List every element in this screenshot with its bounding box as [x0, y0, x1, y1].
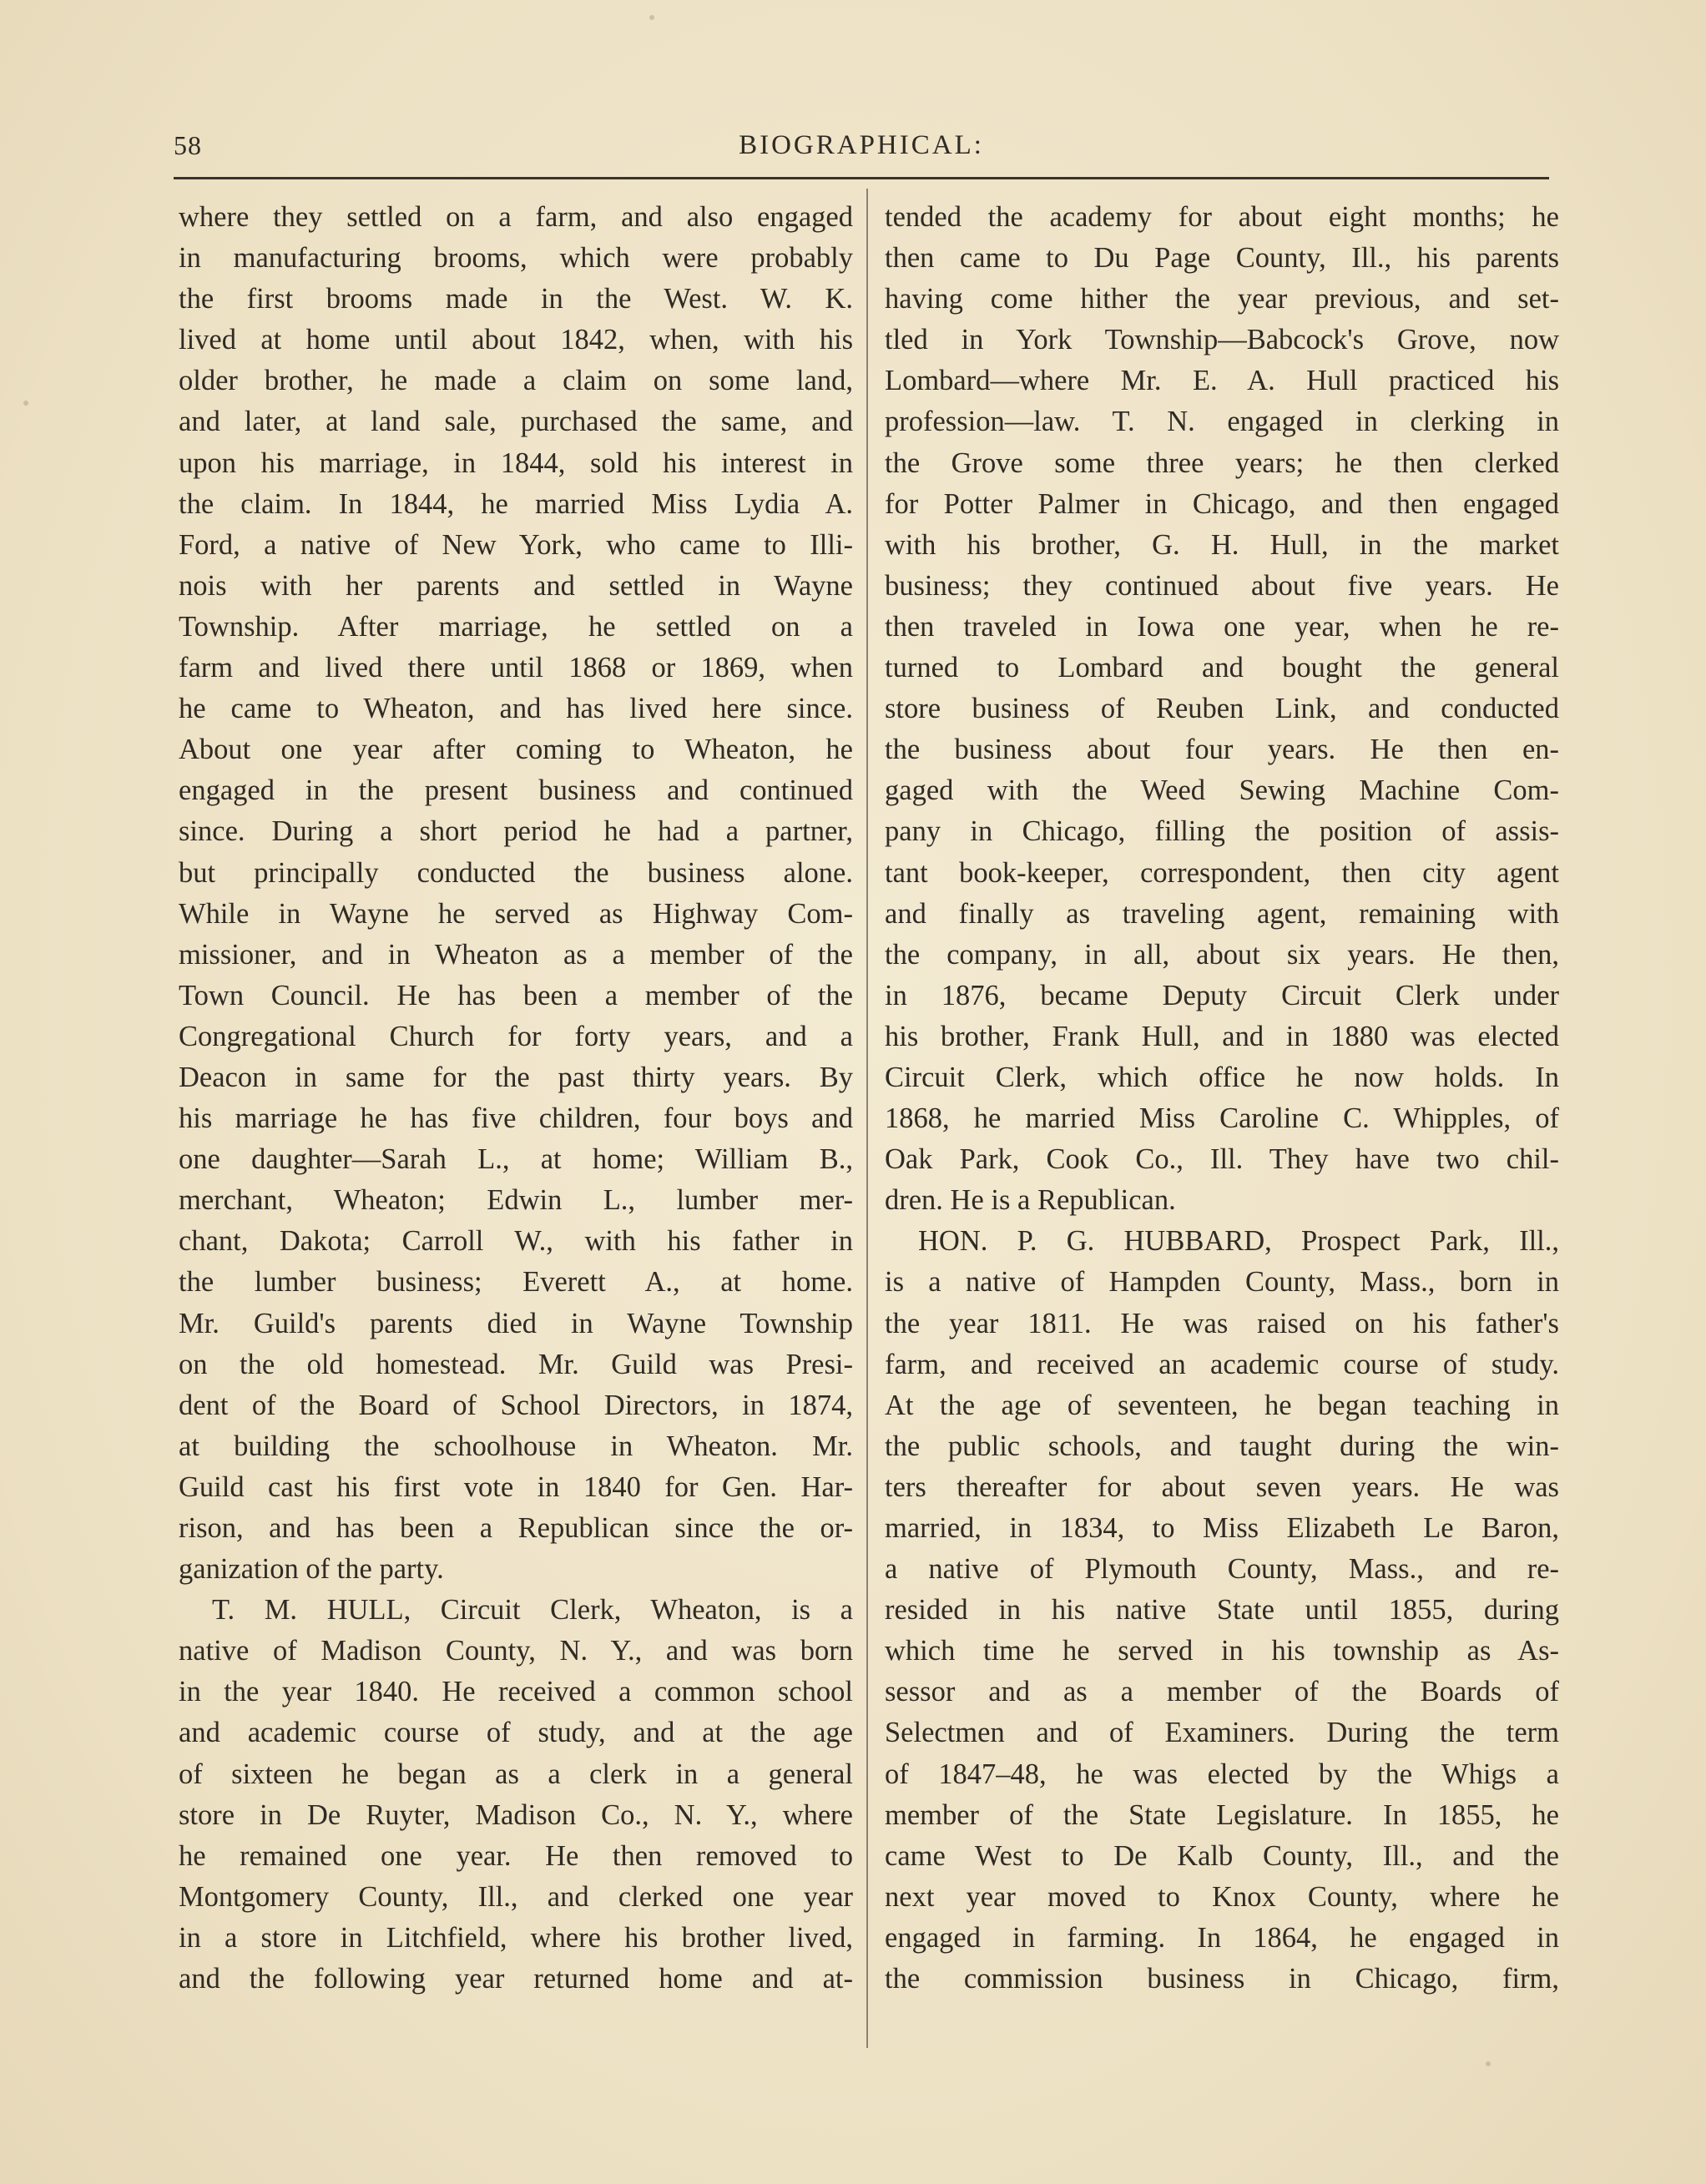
text-line: the first brooms made in the West. W. K.	[179, 283, 853, 315]
text-line: farm, and received an academic course of study.	[885, 1348, 1559, 1380]
text-line: pany in Chicago, filling the position of assis-	[885, 815, 1559, 848]
text-line: merchant, Wheaton; Edwin L., lumber mer-	[179, 1184, 853, 1217]
text-line: since. During a short period he had a partner,	[179, 815, 853, 848]
text-line: he came to Wheaton, and has lived here since.	[179, 693, 853, 725]
left-column	[179, 197, 853, 2000]
page-number: 58	[174, 130, 202, 160]
text-line: the commission business in Chicago, firm,	[885, 1963, 1559, 1995]
text-line: a native of Plymouth County, Mass., and re-	[885, 1553, 1559, 1586]
paper-speck	[1486, 2061, 1491, 2066]
text-line: sessor and as a member of the Boards of	[885, 1676, 1559, 1708]
text-line: then traveled in Iowa one year, when he re-	[885, 610, 1559, 643]
text-line: About one year after coming to Wheaton, he	[179, 734, 853, 766]
text-line: tended the academy for about eight months; he	[885, 201, 1559, 233]
text-line: profession—law. T. N. engaged in clerking in	[885, 406, 1559, 438]
text-line: tant book-keeper, correspondent, then city agent	[885, 856, 1559, 889]
page-header	[174, 125, 1549, 175]
text-line: T. M. HULL, Circuit Clerk, Wheaton, is a	[212, 1594, 853, 1627]
text-line: resided in his native State until 1855, during	[885, 1594, 1559, 1627]
text-line: While in Wayne he served as Highway Com-	[179, 897, 853, 930]
text-line: on the old homestead. Mr. Guild was Presi-	[179, 1348, 853, 1380]
running-head: BIOGRAPHICAL:	[739, 130, 984, 160]
text-line: Congregational Church for forty years, and a	[179, 1020, 853, 1052]
paper-speck	[649, 15, 654, 20]
text-line: 1868, he married Miss Caroline C. Whipples, of	[885, 1102, 1559, 1135]
text-line: married, in 1834, to Miss Elizabeth Le Baron,	[885, 1512, 1559, 1544]
text-line: the company, in all, about six years. He then,	[885, 938, 1559, 971]
text-line: native of Madison County, N. Y., and was born	[179, 1635, 853, 1667]
text-line: the public schools, and taught during the win-	[885, 1430, 1559, 1462]
text-line: Mr. Guild's parents died in Wayne Township	[179, 1307, 853, 1339]
text-line: and later, at land sale, purchased the same, and	[179, 406, 853, 438]
text-line: where they settled on a farm, and also engaged	[179, 201, 853, 233]
text-line: older brother, he made a claim on some land,	[179, 365, 853, 397]
text-line: then came to Du Page County, Ill., his parents	[885, 242, 1559, 275]
text-line: and academic course of study, and at the age	[179, 1717, 853, 1749]
text-line: the Grove some three years; he then clerked	[885, 446, 1559, 479]
text-line: store business of Reuben Link, and conducted	[885, 693, 1559, 725]
text-line: the lumber business; Everett A., at home.	[179, 1266, 853, 1299]
text-line: having come hither the year previous, and set-	[885, 283, 1559, 315]
header-rule	[174, 177, 1549, 179]
text-line: gaged with the Weed Sewing Machine Com-	[885, 774, 1559, 807]
text-line: business; they continued about five years. He	[885, 569, 1559, 602]
text-line: and the following year returned home and at-	[179, 1963, 853, 1995]
text-line: rison, and has been a Republican since the or-	[179, 1512, 853, 1544]
text-line: ganization of the party.	[179, 1553, 444, 1586]
text-line: with his brother, G. H. Hull, in the market	[885, 528, 1559, 561]
column-divider	[866, 189, 868, 2048]
text-line: Township. After marriage, he settled on a	[179, 610, 853, 643]
text-line: which time he served in his township as As-	[885, 1635, 1559, 1667]
text-line: and finally as traveling agent, remaining with	[885, 897, 1559, 930]
text-line: Lombard—where Mr. E. A. Hull practiced his	[885, 365, 1559, 397]
text-line: engaged in farming. In 1864, he engaged in	[885, 1921, 1559, 1954]
text-line: tled in York Township—Babcock's Grove, now	[885, 324, 1559, 356]
text-line: in manufacturing brooms, which were probably	[179, 242, 853, 275]
text-line: lived at home until about 1842, when, with his	[179, 324, 853, 356]
text-line: ters thereafter for about seven years. He was	[885, 1470, 1559, 1503]
text-line: HON. P. G. HUBBARD, Prospect Park, Ill.,	[918, 1225, 1559, 1258]
text-line: in 1876, became Deputy Circuit Clerk under	[885, 979, 1559, 1011]
text-line: next year moved to Knox County, where he	[885, 1880, 1559, 1913]
text-line: store in De Ruyter, Madison Co., N. Y., where	[179, 1798, 853, 1831]
text-line: chant, Dakota; Carroll W., with his father in	[179, 1225, 853, 1258]
text-line: nois with her parents and settled in Wayne	[179, 569, 853, 602]
text-line: his brother, Frank Hull, and in 1880 was elected	[885, 1020, 1559, 1052]
text-line: of 1847–48, he was elected by the Whigs a	[885, 1758, 1559, 1790]
text-line: in a store in Litchfield, where his brother lived,	[179, 1921, 853, 1954]
text-line: Circuit Clerk, which office he now holds. In	[885, 1061, 1559, 1093]
text-line: Guild cast his first vote in 1840 for Gen. Har-	[179, 1470, 853, 1503]
text-line: upon his marriage, in 1844, sold his interest in	[179, 446, 853, 479]
text-line: the claim. In 1844, he married Miss Lydia A.	[179, 487, 853, 520]
text-line: Selectmen and of Examiners. During the term	[885, 1717, 1559, 1749]
text-line: missioner, and in Wheaton as a member of the	[179, 938, 853, 971]
text-line: At the age of seventeen, he began teaching in	[885, 1389, 1559, 1421]
paper-speck	[23, 401, 28, 406]
text-line: engaged in the present business and continued	[179, 774, 853, 807]
text-line: Deacon in same for the past thirty years. By	[179, 1061, 853, 1093]
text-line: dren. He is a Republican.	[885, 1184, 1176, 1217]
text-line: Oak Park, Cook Co., Ill. They have two chil-	[885, 1143, 1559, 1176]
text-line: in the year 1840. He received a common school	[179, 1676, 853, 1708]
text-line: farm and lived there until 1868 or 1869, when	[179, 652, 853, 684]
text-line: for Potter Palmer in Chicago, and then engaged	[885, 487, 1559, 520]
text-line: the year 1811. He was raised on his father's	[885, 1307, 1559, 1339]
text-line: Ford, a native of New York, who came to Illi-	[179, 528, 853, 561]
text-line: his marriage he has five children, four boys and	[179, 1102, 853, 1135]
text-line: came West to De Kalb County, Ill., and the	[885, 1839, 1559, 1872]
right-column	[885, 197, 1559, 2000]
text-line: he remained one year. He then removed to	[179, 1839, 853, 1872]
text-line: member of the State Legislature. In 1855, he	[885, 1798, 1559, 1831]
text-line: Town Council. He has been a member of the	[179, 979, 853, 1011]
text-line: is a native of Hampden County, Mass., born in	[885, 1266, 1559, 1299]
text-line: of sixteen he began as a clerk in a general	[179, 1758, 853, 1790]
text-line: dent of the Board of School Directors, in 1874,	[179, 1389, 853, 1421]
text-line: the business about four years. He then en-	[885, 734, 1559, 766]
text-line: Montgomery County, Ill., and clerked one year	[179, 1880, 853, 1913]
text-line: turned to Lombard and bought the general	[885, 652, 1559, 684]
text-line: one daughter—Sarah L., at home; William B.,	[179, 1143, 853, 1176]
text-line: but principally conducted the business alone.	[179, 856, 853, 889]
text-line: at building the schoolhouse in Wheaton. Mr.	[179, 1430, 853, 1462]
